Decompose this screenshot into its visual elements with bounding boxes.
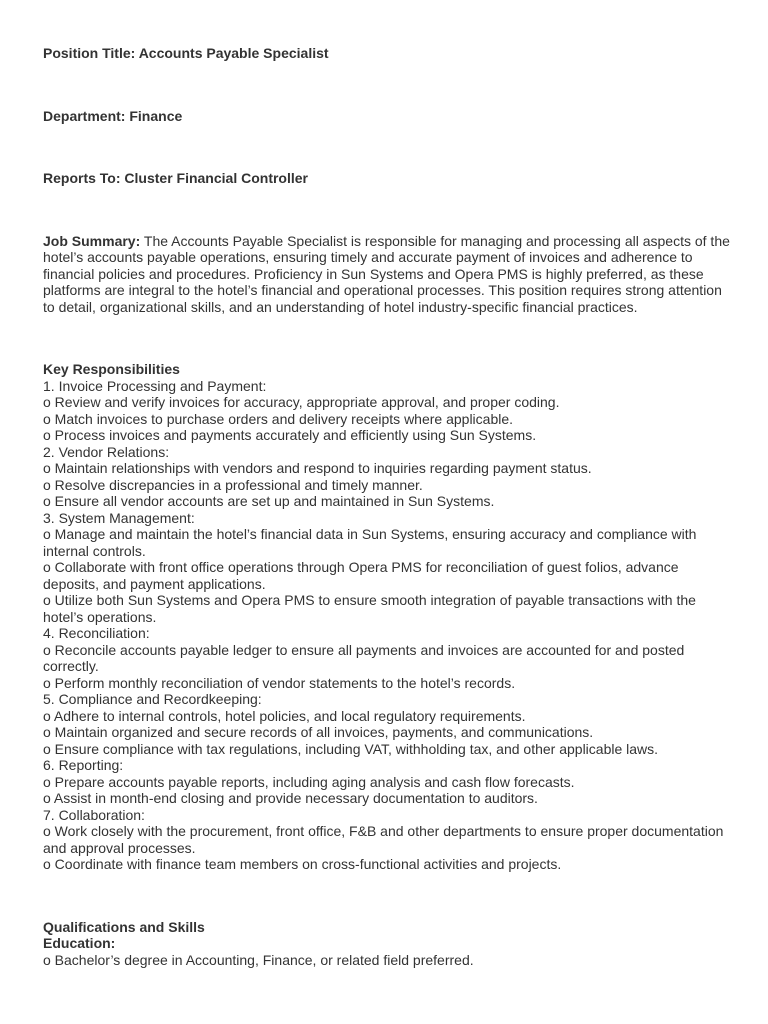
list-item: o Manage and maintain the hotel’s financial data in Sun Systems, ensuring accuracy and compliance with internal controls. [43,526,697,559]
list-item: 1. Invoice Processing and Payment: [43,377,267,394]
reports-to-value: Cluster Financial Controller [124,170,308,186]
key-responsibilities-heading: Key Responsibilities [43,361,180,377]
list-item: 5. Compliance and Recordkeeping: [43,691,262,707]
reports-to-line [43,170,733,187]
department-line [43,108,733,125]
qualifications-section [43,919,733,969]
list-item: o Process invoices and payments accurately and efficiently using Sun Systems. [43,427,537,443]
qualifications-heading: Qualifications and Skills [43,918,205,935]
education-line [43,935,733,952]
list-item: 2. Vendor Relations: [43,443,170,460]
reports-to-label: Reports To: [43,170,121,186]
department-label: Department: [43,107,126,124]
list-item: o Ensure compliance with tax regulations, including VAT, withholding tax, and other applicable laws. [43,740,659,757]
key-responsibilities-section [43,361,733,873]
position-title-value: Accounts Payable Specialist [138,45,329,61]
list-item: o Bachelor’s degree in Accounting, Finance, or related field preferred. [43,951,474,968]
list-item: o Assist in month-end closing and provide necessary documentation to auditors. [43,790,538,806]
list-item: o Maintain organized and secure records of all invoices, payments, and communications. [43,724,594,740]
list-item: 4. Reconciliation: [43,625,150,641]
position-title-line [43,45,733,62]
list-item: 3. System Management: [43,509,195,526]
document-page [43,45,733,968]
job-summary-label: Job Summary: [43,232,141,249]
list-item: o Reconcile accounts payable ledger to ensure all payments and invoices are accounted for and posted correctly. [43,641,685,674]
list-item: o Prepare accounts payable reports, including aging analysis and cash flow forecasts. [43,773,575,790]
list-item: o Coordinate with finance team members on cross-functional activities and projects. [43,856,562,872]
list-item: o Utilize both Sun Systems and Opera PMS to ensure smooth integration of payable transactions with the hotel’s operations. [43,592,696,625]
list-item: o Ensure all vendor accounts are set up and maintained in Sun Systems. [43,493,495,509]
list-item: 6. Reporting: [43,757,124,773]
job-summary-text: The Accounts Payable Specialist is responsible for managing and processing all aspects of the hotel’s accounts payable operations, ensuring timely and accurate payment of invoices and adherence to financial policies and procedures. Proficiency in Sun Systems and Opera PMS is highly preferred, as these platforms are integral to the hotel’s financial and operational processes. This position requires strong attention to detail, organizational skills, and an understanding of hotel industry-specific financial practices. [43,232,730,315]
department-value: Finance [129,107,183,124]
list-item: o Adhere to internal controls, hotel policies, and local regulatory requirements. [43,707,526,724]
list-item: 7. Collaboration: [43,806,145,823]
list-item: o Review and verify invoices for accuracy, appropriate approval, and proper coding. [43,394,560,410]
list-item: o Maintain relationships with vendors and respond to inquiries regarding payment status. [43,460,592,476]
list-item: o Perform monthly reconciliation of vendor statements to the hotel’s records. [43,674,516,691]
list-item: o Work closely with the procurement, front office, F&B and other departments to ensure proper documentation and approval processes. [43,823,724,856]
list-item: o Collaborate with front office operations through Opera PMS for reconciliation of guest folios, advance deposits, and payment applications. [43,559,679,592]
list-item: o Match invoices to purchase orders and delivery receipts where applicable. [43,410,514,427]
position-title-label: Position Title: [43,45,136,61]
list-item: o Resolve discrepancies in a professional and timely manner. [43,476,423,493]
education-label: Education: [43,935,116,951]
job-summary [43,233,733,316]
